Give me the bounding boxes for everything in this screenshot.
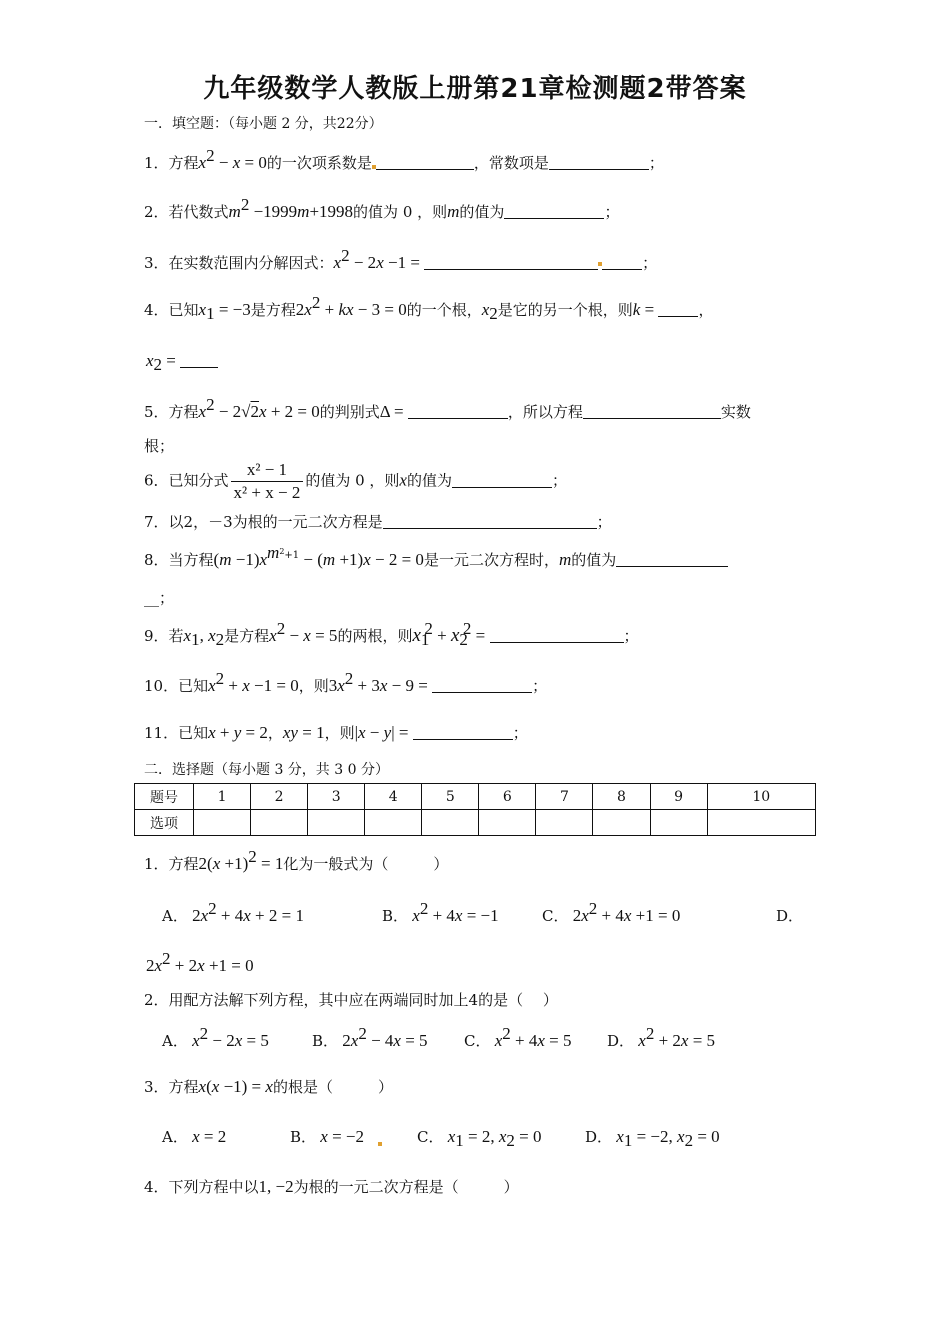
choice-q3-option-a[interactable]: A． x = 2 <box>162 1127 227 1146</box>
answer-cell[interactable] <box>251 810 308 836</box>
choice-q2-option-a[interactable]: A． $x^2 - 2x = 5$ <box>162 1024 269 1050</box>
q8-prefix: 8．当方程 <box>144 551 214 569</box>
cq3-c-label: C． <box>417 1128 444 1146</box>
q5-text-2: ，所以方程 <box>507 403 583 421</box>
answer-cell[interactable] <box>308 810 365 836</box>
q4-text-3: 是它的另一个根，则 <box>497 301 633 319</box>
cq4-prefix: 4．下列方程中以 <box>144 1178 259 1196</box>
q4-text: 是方程 <box>250 301 296 319</box>
q6-denominator: x² + x − 2 <box>233 483 301 502</box>
choice-q1-option-a[interactable]: A． $2x^2 + 4x + 2 = 1$ <box>162 899 304 925</box>
cq3-a-label: A． <box>162 1128 188 1146</box>
q6-prefix: 6．已知分式 <box>144 471 229 490</box>
table-label-number: 题号 <box>135 784 194 810</box>
choice-q1-option-d[interactable] <box>776 905 803 927</box>
fill-q8-cont: __； <box>144 589 175 607</box>
q10-prefix: 10．已知 <box>144 677 209 695</box>
q9-text-2: 的两根，则 <box>337 627 413 645</box>
fill-q5-cont: 根； <box>144 437 175 455</box>
q5-blank-1[interactable] <box>408 402 508 419</box>
q4-blank-k[interactable] <box>658 300 698 317</box>
choice-q2-option-c[interactable]: C． $x^2 + 4x = 5$ <box>464 1024 572 1050</box>
q1-text-2: ，常数项是 <box>473 154 549 172</box>
answer-cell[interactable] <box>536 810 593 836</box>
q8-text: 是一元二次方程时， <box>423 551 559 569</box>
q4-blank-x2[interactable] <box>180 351 218 368</box>
q9-blank[interactable] <box>490 626 624 643</box>
q6-text: 的值为 0 ，则 <box>305 471 400 490</box>
q4-prefix: 4．已知 <box>144 301 199 319</box>
q9-text: 是方程 <box>224 627 270 645</box>
choice-q3-option-d[interactable]: D． $x_1 = -2$, $x_2 = 0$ <box>585 1127 720 1150</box>
q11-end: ； <box>512 724 528 742</box>
answer-table <box>134 783 816 836</box>
q11-text: ， <box>267 724 283 742</box>
q5-text-3: 实数 <box>720 403 751 421</box>
q7-blank[interactable] <box>383 512 597 529</box>
q8-blank[interactable] <box>616 550 728 567</box>
q1-blank-2[interactable] <box>549 153 649 170</box>
q2-text-2: 的值为 <box>459 203 505 221</box>
cq3-prefix: 3．方程 <box>144 1078 199 1096</box>
q7-end: ； <box>596 513 612 531</box>
q4-end: ， <box>698 301 714 319</box>
q1-text: 的一次项系数是 <box>266 154 372 172</box>
choice-q3-option-c[interactable]: C． $x_1 = 2$, $x_2 = 0$ <box>417 1127 542 1150</box>
fill-q9: 9．若$x_1$, $x_2$是方程$x^2 - x = 5$的两根，则$x_1^2 + x_2^2$ = ； <box>144 619 639 649</box>
answer-cell[interactable] <box>194 810 251 836</box>
choice-q2-option-d[interactable]: D． $x^2 + 2x = 5$ <box>607 1024 716 1050</box>
table-number: 5 <box>422 784 479 810</box>
answer-table-answer-row <box>135 810 816 836</box>
q3-blank[interactable] <box>424 253 598 270</box>
table-number: 3 <box>308 784 365 810</box>
document-title: 九年级数学人教版上册第21章检测题2带答案 <box>203 74 747 104</box>
table-number: 7 <box>536 784 593 810</box>
choice-q3-option-b[interactable]: B． x = −2 <box>290 1126 382 1148</box>
cq1-b-label: B． <box>382 907 409 925</box>
cq3-d-label: D． <box>585 1128 613 1146</box>
q6-numerator: x² − 1 <box>231 459 304 482</box>
q11-prefix: 11．已知 <box>144 724 209 742</box>
choice-q2-stem: 2．用配方法解下列方程，其中应在两端同时加上4的是（ ） <box>144 991 558 1009</box>
q2-var: m <box>447 202 460 221</box>
table-number: 10 <box>707 784 815 810</box>
table-label-option: 选项 <box>135 810 194 836</box>
cq1-c-label: C． <box>542 907 569 925</box>
fill-q1: 1．方程$x^2 - x = 0$的一次项系数是 ，常数项是 ； <box>144 146 664 172</box>
q6-end: ； <box>551 471 567 490</box>
answer-cell[interactable] <box>479 810 536 836</box>
cq1-d-label: D． <box>776 907 804 925</box>
q11-blank[interactable] <box>413 723 513 740</box>
cq2-b-label: B． <box>312 1032 339 1050</box>
q6-text-2: 的值为 <box>406 471 452 490</box>
fill-q4: 4．已知$x_1 = -3$是方程$2x^2$ + kx − 3 = 0的一个根，$x_2$是它的另一个根，则k = ， <box>144 293 714 323</box>
q3-end: ； <box>642 254 658 272</box>
cq2-d-label: D． <box>607 1032 635 1050</box>
choice-q1-option-c[interactable]: C． $2x^2 + 4x +1 = 0$ <box>542 899 681 925</box>
q10-end: ； <box>532 677 548 695</box>
q4-x2-sub: 2 <box>153 355 163 374</box>
q4-x2-label: x <box>146 351 154 370</box>
answer-cell[interactable] <box>422 810 479 836</box>
q6-fraction <box>231 459 304 504</box>
section1-heading: 一．填空题：（每小题 2 分，共22分） <box>144 116 383 132</box>
answer-cell[interactable] <box>365 810 422 836</box>
cq4-roots: 1, −2 <box>258 1177 294 1196</box>
q2-blank[interactable] <box>504 202 604 219</box>
cq2-a-label: A． <box>162 1032 188 1050</box>
fill-q5: 5．方程$x^2 - 2√2x + 2 = 0$的判别式Δ = ，所以方程 实数 <box>144 395 751 421</box>
q1-blank-1[interactable] <box>376 153 474 170</box>
q8-text-2: 的值为 <box>571 551 617 569</box>
q2-prefix: 2．若代数式 <box>144 203 229 221</box>
table-number: 8 <box>593 784 650 810</box>
fill-q8: 8．当方程$(m -1)x^{m^2+1} - (m +1)x - 2 = 0$是一元二次方程时，m的值为 <box>144 549 728 571</box>
q5-text: 的判别式 <box>319 403 380 421</box>
table-number: 2 <box>251 784 308 810</box>
q6-blank[interactable] <box>452 471 552 488</box>
cq4-suffix: 为根的一元二次方程是（ ） <box>293 1178 519 1196</box>
answer-cell[interactable] <box>593 810 650 836</box>
q1-end: ； <box>648 154 664 172</box>
fill-q4-cont: $x_2$ = <box>146 350 218 372</box>
q1-prefix: 1．方程 <box>144 154 199 172</box>
choice-q1-option-d-value: $2x^2 + 2x +1 = 0$ <box>146 949 254 975</box>
table-number: 1 <box>194 784 251 810</box>
q2-end: ； <box>604 203 620 221</box>
fill-q3: 3．在实数范围内分解因式：$x^2 - 2x -1$ = ； <box>144 246 658 272</box>
cq3-b-label: B． <box>290 1128 317 1146</box>
choice-q1-stem: 1．方程$2(x +1)^2 = 1$化为一般式为（ ） <box>144 847 449 873</box>
fill-q6 <box>144 459 567 504</box>
q10-text: ，则 <box>298 677 329 695</box>
q6-var: x <box>399 470 407 490</box>
table-number: 9 <box>650 784 707 810</box>
cq2-c-label: C． <box>464 1032 491 1050</box>
choice-q2-option-b[interactable]: B． $2x^2 - 4x = 5$ <box>312 1024 428 1050</box>
q11-text-2: ，则 <box>324 724 355 742</box>
choice-q1-option-b[interactable]: B． $x^2 + 4x = -1$ <box>382 899 499 925</box>
cq1-prefix: 1．方程 <box>144 855 199 873</box>
choice-q4-stem <box>144 1176 519 1198</box>
choice-q3-stem: 3．方程x(x −1) = x的根是（ ） <box>144 1077 393 1096</box>
table-number: 6 <box>479 784 536 810</box>
q9-prefix: 9．若 <box>144 627 184 645</box>
section2-heading: 二．选择题（每小题 3 分，共 3 0 分） <box>144 762 389 778</box>
fill-q10: 10．已知$x^2 + x -1 = 0$，则$3x^2 + 3x - 9$ = ； <box>144 669 548 695</box>
table-number: 4 <box>365 784 422 810</box>
q8-var: m <box>558 550 572 569</box>
cq1-suffix: 化为一般式为（ ） <box>283 855 449 873</box>
q9-end: ； <box>623 627 639 645</box>
q5-blank-2[interactable] <box>583 402 721 419</box>
fill-q2: 2．若代数式$m^2 -1999m+1998$的值为 0 ，则m的值为 ； <box>144 195 620 221</box>
q3-prefix: 3．在实数范围内分解因式： <box>144 254 334 272</box>
cq3-suffix: 的根是（ ） <box>272 1078 393 1096</box>
q5-prefix: 5．方程 <box>144 403 199 421</box>
q7-text: 7．以2，－3为根的一元二次方程是 <box>144 513 383 531</box>
fill-q7 <box>144 511 612 533</box>
cq1-a-label: A． <box>162 907 188 925</box>
answer-cell[interactable] <box>707 810 815 836</box>
fill-q11: 11．已知x + y = 2，xy = 1，则|x − y| = ； <box>144 723 528 742</box>
answer-table-header-row <box>135 784 816 810</box>
q2-text: 的值为 0 ，则 <box>353 203 448 221</box>
q10-blank[interactable] <box>432 676 532 693</box>
q4-text-2: 的一个根， <box>406 301 482 319</box>
answer-cell[interactable] <box>650 810 707 836</box>
